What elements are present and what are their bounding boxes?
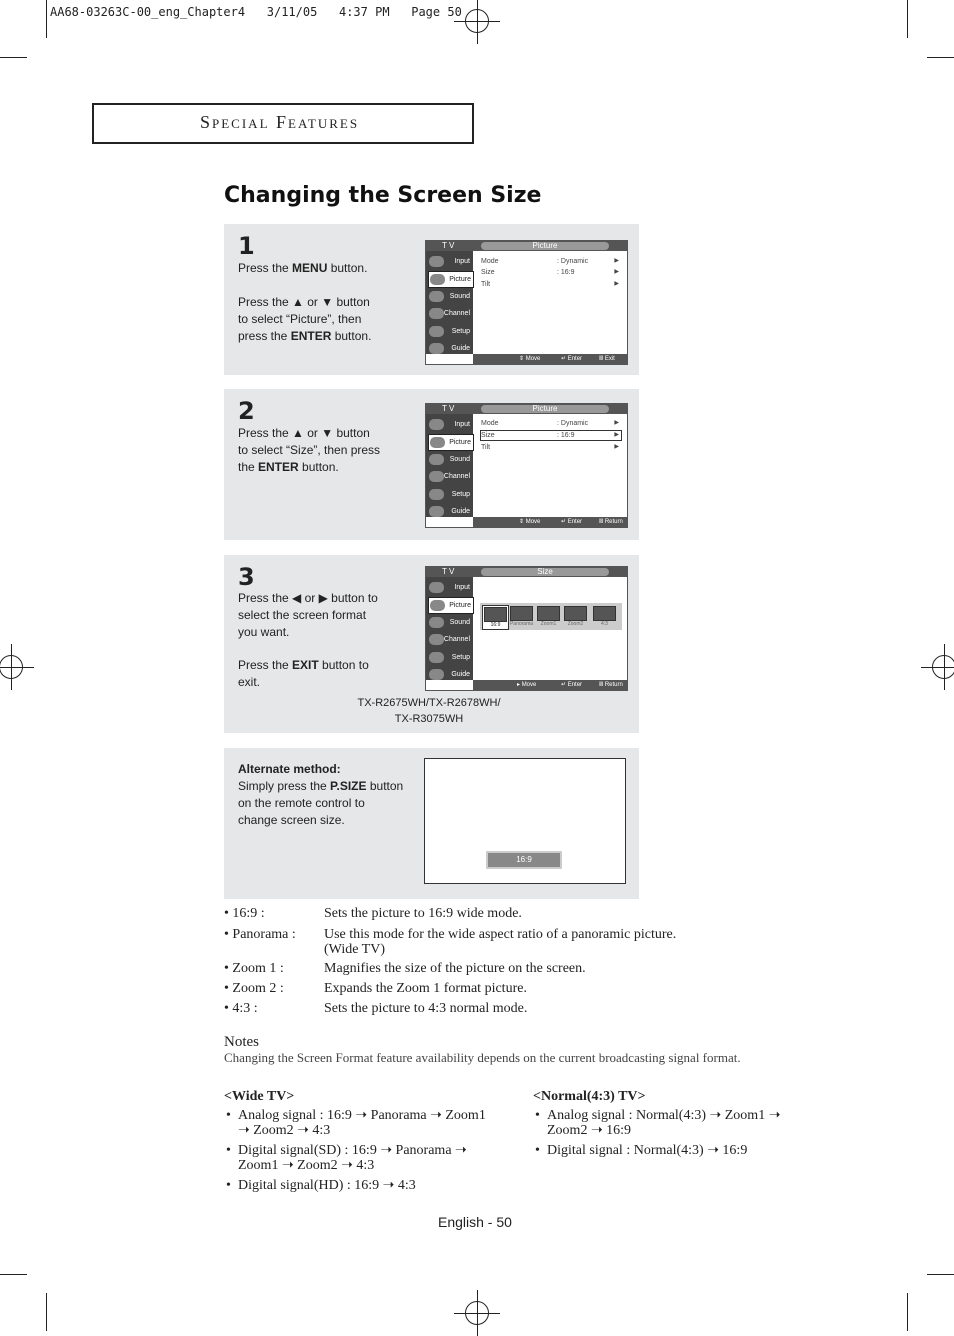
menu-hint-bar: ▸ Move ↵ Enter Ⅲ Return: [473, 680, 627, 690]
crop-mark: [907, 0, 908, 38]
registration-mark: [465, 9, 489, 33]
size-option: 16:9: [482, 605, 509, 630]
step-number: 1: [238, 232, 255, 260]
crop-mark: [927, 57, 954, 58]
setup-icon: [429, 489, 444, 500]
model-numbers: TX-R2675WH/TX-R2678WH/ TX-R3075WH: [357, 697, 501, 725]
menu-item-input: Input: [428, 254, 472, 269]
alternate-instruction: Alternate method: Simply press the P.SIZE button on the remote control to change screen size.: [238, 762, 404, 827]
list-item: • Digital signal : Normal(4:3) ➝ 16:9: [533, 1143, 815, 1158]
menu-tab: Picture: [481, 242, 609, 250]
sound-icon: [429, 454, 444, 465]
input-icon: [429, 582, 444, 593]
input-icon: [429, 256, 444, 267]
print-header: AA68-03263C-00_eng_Chapter4 3/11/05 4:37 PM Page 50: [50, 5, 462, 19]
notes-text: Changing the Screen Format feature availability depends on the current broadcasting signal format.: [224, 1050, 741, 1065]
crop-mark: [46, 1293, 47, 1331]
crop-mark: [927, 1274, 954, 1275]
menu-row: Size : 16:9 ▶: [481, 269, 619, 276]
normal-tv-list: <Normal(4:3) TV> • Analog signal : Normal(4:3) ➝ Zoom1 ➝ Zoom2 ➝ 16:9 • Digital signal : Normal(4:3) ➝ 16:9: [533, 1089, 815, 1163]
step-instruction: Press the ▲ or ▼ button to select “Size”, then press the ENTER button.: [238, 426, 381, 474]
step-number: 3: [238, 563, 255, 591]
menu-item-setup: Setup: [428, 324, 472, 339]
input-icon: [429, 419, 444, 430]
step-instruction: Press the EXIT button to exit.: [238, 658, 369, 689]
setup-icon: [429, 652, 444, 663]
step-1-panel: [224, 224, 639, 375]
setup-icon: [429, 326, 444, 337]
step-3-panel: [224, 555, 639, 733]
list-item: • Digital signal(SD) : 16:9 ➝ Panorama ➝ Zoom1 ➝ Zoom2 ➝ 4:3: [224, 1143, 494, 1173]
picture-icon: [430, 274, 445, 285]
crop-mark: [46, 0, 47, 38]
step-2-panel: [224, 389, 639, 540]
picture-icon: [430, 600, 445, 611]
crop-mark: [0, 1274, 27, 1275]
registration-mark: [932, 655, 954, 679]
menu-item-guide: Guide: [428, 667, 472, 682]
menu-item-sound: Sound: [428, 452, 472, 467]
size-option: 4:3: [592, 605, 617, 628]
menu-tab: Size: [481, 568, 609, 576]
channel-icon: [429, 308, 444, 319]
list-item: • Analog signal : Normal(4:3) ➝ Zoom1 ➝ Zoom2 ➝ 16:9: [533, 1108, 815, 1138]
channel-icon: [429, 471, 444, 482]
menu-item-channel: Channel: [428, 632, 472, 647]
menu-item-picture: Picture: [428, 271, 474, 288]
section-header: [92, 103, 474, 144]
alternate-panel: [224, 748, 639, 899]
menu-item-picture: Picture: [428, 434, 474, 451]
size-selector: [480, 603, 622, 630]
menu-hint-bar: ⇕ Move ↵ Enter Ⅲ Exit: [473, 354, 627, 364]
menu-tab: Picture: [481, 405, 609, 413]
notes-heading: Notes: [224, 1034, 259, 1050]
size-option: Zoom2: [563, 605, 588, 628]
picture-icon: [430, 437, 445, 448]
page-title: Changing the Screen Size: [224, 183, 542, 208]
menu-hint-bar: ⇕ Move ↵ Enter Ⅲ Return: [473, 517, 627, 527]
page-footer: English - 50: [438, 1214, 512, 1230]
sound-icon: [429, 617, 444, 628]
crop-mark: [0, 57, 27, 58]
guide-icon: [429, 506, 444, 517]
menu-item-guide: Guide: [428, 504, 472, 519]
menu-item-guide: Guide: [428, 341, 472, 356]
channel-icon: [429, 634, 444, 645]
step-number: 2: [238, 397, 255, 425]
menu-item-setup: Setup: [428, 487, 472, 502]
tv-menu-screen: T V Picture Input Picture Sound Channel Setup Guide Mode : Dynamic ▶ Size : 16:9 ▶ Tilt ▶ ⇕ Move ↵ Enter Ⅲ Exit: [425, 240, 628, 365]
size-option: Zoom1: [536, 605, 561, 628]
step-instruction: Press the ▲ or ▼ button to select “Picture”, then press the ENTER button.: [238, 295, 372, 343]
menu-item-input: Input: [428, 417, 472, 432]
menu-item-channel: Channel: [428, 306, 472, 321]
menu-item-input: Input: [428, 580, 472, 595]
menu-item-channel: Channel: [428, 469, 472, 484]
list-item: • Digital signal(HD) : 16:9 ➝ 4:3: [224, 1178, 494, 1193]
size-option: Panorama: [509, 605, 534, 628]
wide-tv-list: <Wide TV> • Analog signal : 16:9 ➝ Panorama ➝ Zoom1 ➝ Zoom2 ➝ 4:3 • Digital signal(SD) : 16:9 ➝ Panorama ➝ Zoom1 ➝ Zoom2 ➝ 4:3 • Digital signal(HD) : 16:9 ➝ 4:3: [224, 1089, 494, 1198]
step-instruction: Press the MENU button.: [238, 261, 368, 275]
crop-mark: [907, 1293, 908, 1331]
menu-item-picture: Picture: [428, 597, 474, 614]
menu-row: Tilt ▶: [481, 281, 619, 288]
menu-row-selected: Size : 16:9 ▶: [480, 430, 622, 441]
guide-icon: [429, 343, 444, 354]
menu-item-sound: Sound: [428, 615, 472, 630]
size-badge: 16:9: [486, 851, 562, 869]
registration-mark: [465, 1301, 489, 1325]
section-title: Special Features: [200, 112, 360, 132]
list-item: • Analog signal : 16:9 ➝ Panorama ➝ Zoom1 ➝ Zoom2 ➝ 4:3: [224, 1108, 494, 1138]
tv-screen: [424, 758, 626, 884]
registration-mark: [0, 655, 23, 679]
tv-menu-screen: T V Picture Input Picture Sound Channel Setup Guide Mode : Dynamic ▶ Size : 16:9 ▶ Tilt ▶ ⇕ Move ↵ Enter Ⅲ Return: [425, 403, 628, 528]
menu-item-sound: Sound: [428, 289, 472, 304]
step-instruction: Press the ◀ or ▶ button to select the screen format you want.: [238, 591, 378, 639]
guide-icon: [429, 669, 444, 680]
sound-icon: [429, 291, 444, 302]
menu-row: Mode : Dynamic ▶: [481, 258, 619, 265]
tv-menu-screen: T V Size Input Picture Sound Channel Setup Guide 16:9 Panorama Zoom1 Zoom2 4:3 ▸ Move ↵ Enter Ⅲ Return: [425, 566, 628, 691]
menu-item-setup: Setup: [428, 650, 472, 665]
menu-row: Mode : Dynamic ▶: [481, 420, 619, 427]
menu-row: Tilt ▶: [481, 444, 619, 451]
